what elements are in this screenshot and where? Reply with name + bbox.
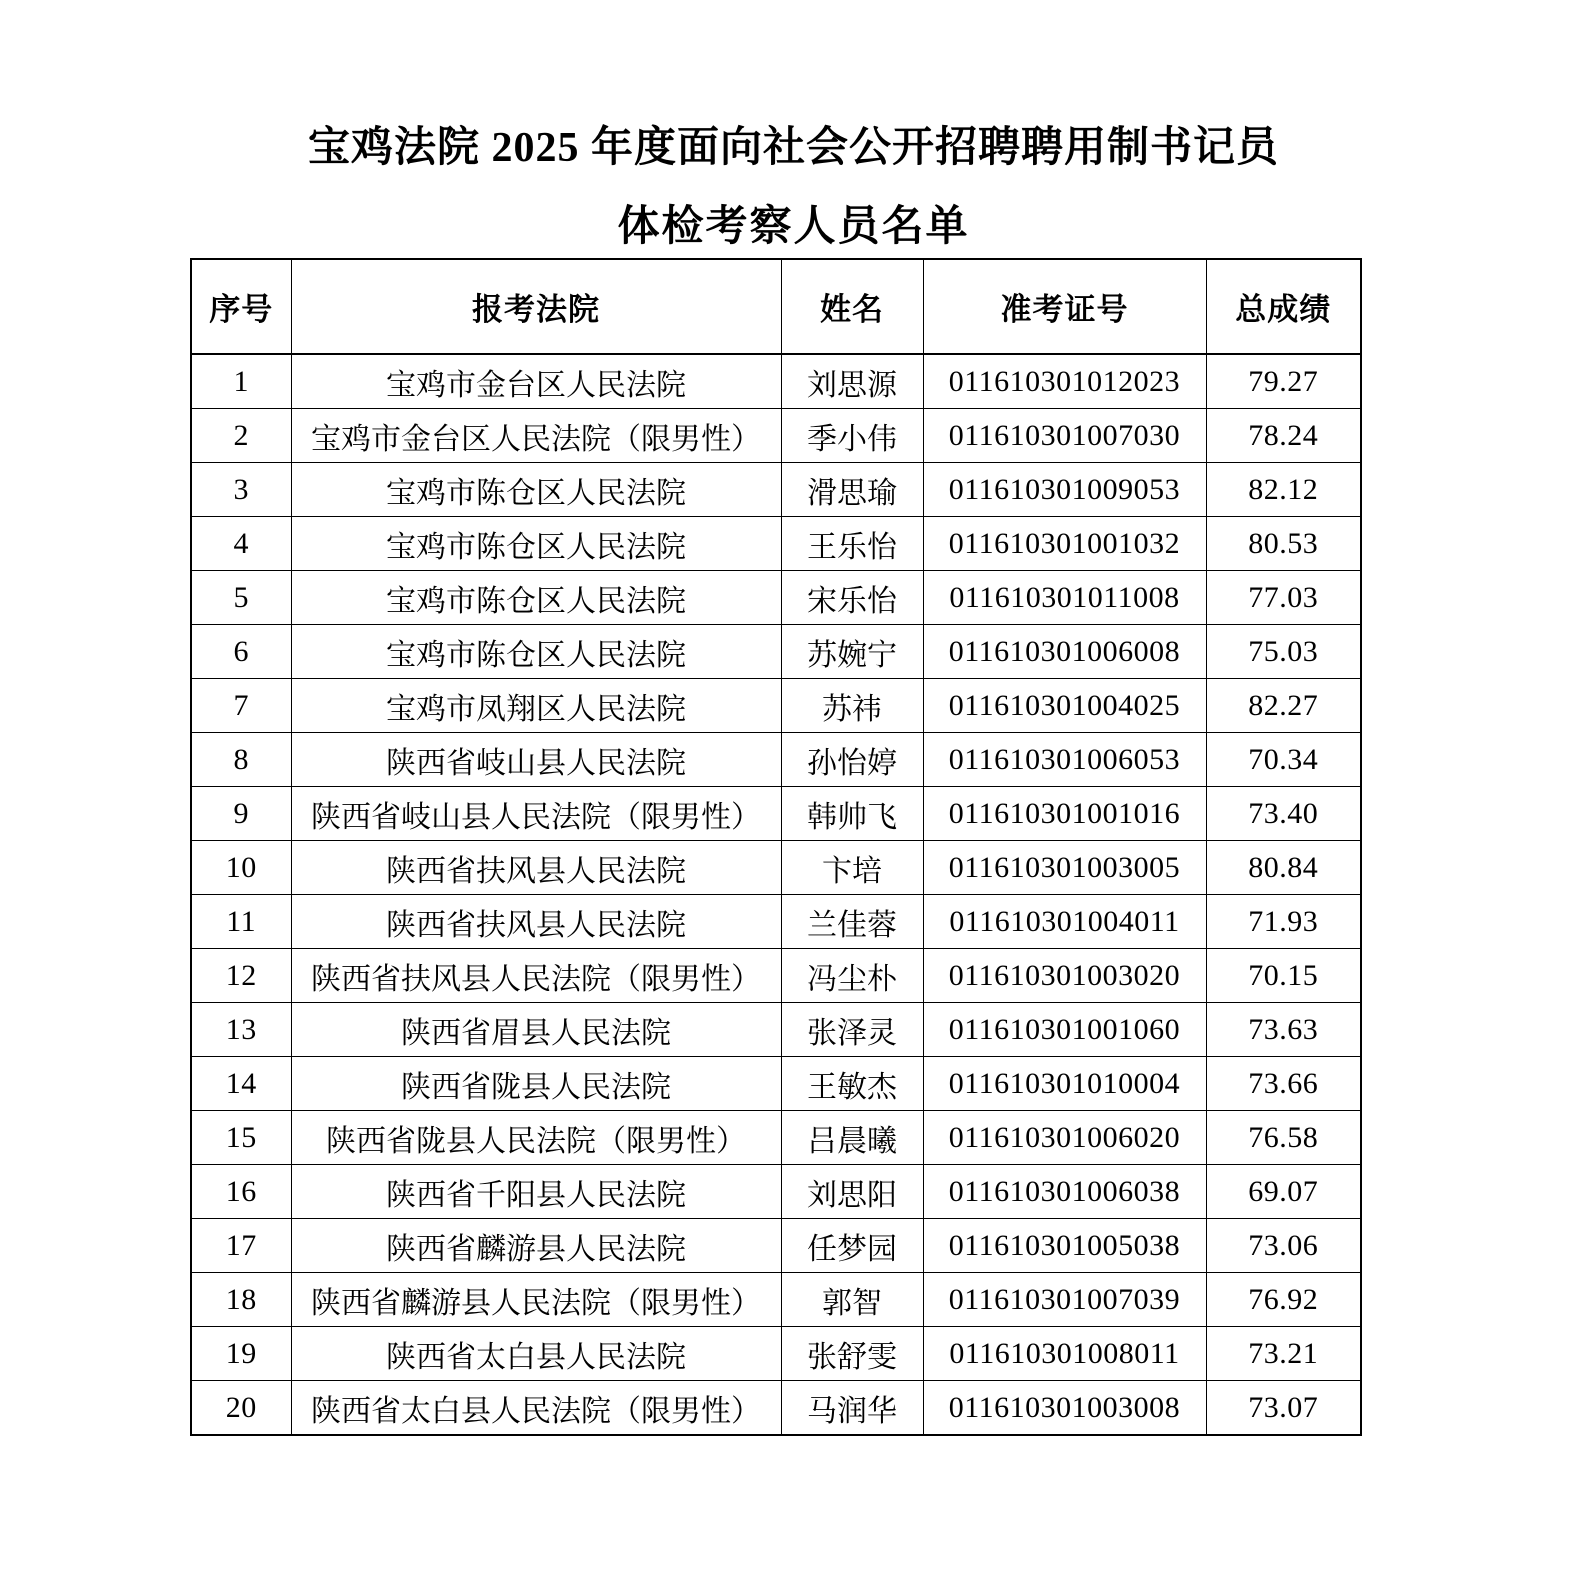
cell-court: 陕西省陇县人民法院 xyxy=(291,1057,781,1111)
cell-ticket: 011610301007030 xyxy=(923,409,1206,463)
page-title-line1: 宝鸡法院 2025 年度面向社会公开招聘聘用制书记员 xyxy=(307,125,1279,171)
table-row xyxy=(191,517,1361,571)
cell-name: 马润华 xyxy=(781,1381,923,1436)
cell-ticket: 011610301011008 xyxy=(923,571,1206,625)
cell-court: 陕西省麟游县人民法院（限男性） xyxy=(291,1273,781,1327)
cell-score: 76.92 xyxy=(1206,1273,1361,1327)
cell-name: 苏祎 xyxy=(781,679,923,733)
table-row xyxy=(191,625,1361,679)
cell-score: 71.93 xyxy=(1206,895,1361,949)
table-row xyxy=(191,949,1361,1003)
table-row xyxy=(191,571,1361,625)
cell-court: 陕西省太白县人民法院（限男性） xyxy=(291,1381,781,1436)
cell-name: 孙怡婷 xyxy=(781,733,923,787)
cell-ticket: 011610301001060 xyxy=(923,1003,1206,1057)
cell-court: 宝鸡市陈仓区人民法院 xyxy=(291,517,781,571)
cell-court: 宝鸡市陈仓区人民法院 xyxy=(291,463,781,517)
cell-name: 王敏杰 xyxy=(781,1057,923,1111)
cell-score: 73.40 xyxy=(1206,787,1361,841)
cell-ticket: 011610301009053 xyxy=(923,463,1206,517)
cell-index: 20 xyxy=(191,1381,291,1436)
cell-court: 陕西省扶风县人民法院（限男性） xyxy=(291,949,781,1003)
cell-index: 18 xyxy=(191,1273,291,1327)
column-header-name: 姓名 xyxy=(781,259,923,354)
cell-name: 郭智 xyxy=(781,1273,923,1327)
column-header-ticket: 准考证号 xyxy=(923,259,1206,354)
cell-score: 77.03 xyxy=(1206,571,1361,625)
cell-name: 吕晨曦 xyxy=(781,1111,923,1165)
cell-index: 11 xyxy=(191,895,291,949)
cell-court: 陕西省眉县人民法院 xyxy=(291,1003,781,1057)
cell-index: 14 xyxy=(191,1057,291,1111)
cell-court: 陕西省岐山县人民法院 xyxy=(291,733,781,787)
column-header-score: 总成绩 xyxy=(1206,259,1361,354)
table-row xyxy=(191,1057,1361,1111)
cell-name: 韩帅飞 xyxy=(781,787,923,841)
cell-index: 19 xyxy=(191,1327,291,1381)
table-row xyxy=(191,841,1361,895)
cell-ticket: 011610301006053 xyxy=(923,733,1206,787)
cell-index: 16 xyxy=(191,1165,291,1219)
cell-index: 17 xyxy=(191,1219,291,1273)
cell-index: 8 xyxy=(191,733,291,787)
cell-score: 75.03 xyxy=(1206,625,1361,679)
cell-court: 陕西省扶风县人民法院 xyxy=(291,841,781,895)
cell-name: 滑思瑜 xyxy=(781,463,923,517)
table-row xyxy=(191,787,1361,841)
cell-name: 兰佳蓉 xyxy=(781,895,923,949)
table-row xyxy=(191,463,1361,517)
cell-score: 82.12 xyxy=(1206,463,1361,517)
cell-score: 80.53 xyxy=(1206,517,1361,571)
cell-index: 13 xyxy=(191,1003,291,1057)
table-row xyxy=(191,1327,1361,1381)
cell-court: 宝鸡市金台区人民法院（限男性） xyxy=(291,409,781,463)
cell-ticket: 011610301006038 xyxy=(923,1165,1206,1219)
cell-name: 王乐怡 xyxy=(781,517,923,571)
table-row xyxy=(191,733,1361,787)
cell-name: 冯尘朴 xyxy=(781,949,923,1003)
cell-index: 3 xyxy=(191,463,291,517)
cell-court: 宝鸡市陈仓区人民法院 xyxy=(291,571,781,625)
table-row xyxy=(191,679,1361,733)
table-header-row xyxy=(191,259,1361,354)
cell-name: 任梦园 xyxy=(781,1219,923,1273)
cell-score: 70.15 xyxy=(1206,949,1361,1003)
cell-ticket: 011610301003005 xyxy=(923,841,1206,895)
cell-index: 15 xyxy=(191,1111,291,1165)
cell-name: 刘思阳 xyxy=(781,1165,923,1219)
cell-index: 7 xyxy=(191,679,291,733)
table-row xyxy=(191,1273,1361,1327)
cell-ticket: 011610301003008 xyxy=(923,1381,1206,1436)
table-row xyxy=(191,1003,1361,1057)
cell-index: 10 xyxy=(191,841,291,895)
cell-score: 80.84 xyxy=(1206,841,1361,895)
table-row xyxy=(191,1381,1361,1436)
cell-name: 张泽灵 xyxy=(781,1003,923,1057)
cell-name: 季小伟 xyxy=(781,409,923,463)
table-body xyxy=(191,354,1361,1435)
cell-score: 78.24 xyxy=(1206,409,1361,463)
candidate-table xyxy=(190,258,1362,1436)
cell-name: 卞培 xyxy=(781,841,923,895)
cell-score: 69.07 xyxy=(1206,1165,1361,1219)
cell-ticket: 011610301012023 xyxy=(923,354,1206,409)
cell-ticket: 011610301006020 xyxy=(923,1111,1206,1165)
cell-ticket: 011610301001032 xyxy=(923,517,1206,571)
table-header xyxy=(191,259,1361,354)
cell-score: 82.27 xyxy=(1206,679,1361,733)
cell-index: 2 xyxy=(191,409,291,463)
cell-court: 陕西省太白县人民法院 xyxy=(291,1327,781,1381)
cell-index: 12 xyxy=(191,949,291,1003)
cell-ticket: 011610301008011 xyxy=(923,1327,1206,1381)
table-row xyxy=(191,1111,1361,1165)
cell-index: 6 xyxy=(191,625,291,679)
cell-score: 70.34 xyxy=(1206,733,1361,787)
cell-name: 刘思源 xyxy=(781,354,923,409)
table-row xyxy=(191,1219,1361,1273)
cell-ticket: 011610301005038 xyxy=(923,1219,1206,1273)
cell-index: 1 xyxy=(191,354,291,409)
cell-ticket: 011610301004025 xyxy=(923,679,1206,733)
cell-court: 陕西省陇县人民法院（限男性） xyxy=(291,1111,781,1165)
table-row xyxy=(191,409,1361,463)
cell-name: 苏婉宁 xyxy=(781,625,923,679)
cell-name: 张舒雯 xyxy=(781,1327,923,1381)
cell-score: 73.06 xyxy=(1206,1219,1361,1273)
table-row xyxy=(191,895,1361,949)
cell-name: 宋乐怡 xyxy=(781,571,923,625)
cell-court: 陕西省麟游县人民法院 xyxy=(291,1219,781,1273)
table-row xyxy=(191,1165,1361,1219)
cell-index: 9 xyxy=(191,787,291,841)
page-title-line2: 体检考察人员名单 xyxy=(617,204,970,250)
cell-ticket: 011610301001016 xyxy=(923,787,1206,841)
cell-score: 79.27 xyxy=(1206,354,1361,409)
table-row xyxy=(191,354,1361,409)
cell-court: 宝鸡市陈仓区人民法院 xyxy=(291,625,781,679)
cell-ticket: 011610301003020 xyxy=(923,949,1206,1003)
cell-ticket: 011610301004011 xyxy=(923,895,1206,949)
cell-index: 5 xyxy=(191,571,291,625)
cell-score: 73.66 xyxy=(1206,1057,1361,1111)
cell-court: 陕西省扶风县人民法院 xyxy=(291,895,781,949)
cell-ticket: 011610301010004 xyxy=(923,1057,1206,1111)
cell-index: 4 xyxy=(191,517,291,571)
cell-court: 陕西省岐山县人民法院（限男性） xyxy=(291,787,781,841)
cell-ticket: 011610301007039 xyxy=(923,1273,1206,1327)
cell-score: 73.63 xyxy=(1206,1003,1361,1057)
cell-ticket: 011610301006008 xyxy=(923,625,1206,679)
cell-court: 宝鸡市金台区人民法院 xyxy=(291,354,781,409)
column-header-court: 报考法院 xyxy=(291,259,781,354)
cell-court: 陕西省千阳县人民法院 xyxy=(291,1165,781,1219)
cell-score: 73.07 xyxy=(1206,1381,1361,1436)
column-header-index: 序号 xyxy=(191,259,291,354)
cell-score: 73.21 xyxy=(1206,1327,1361,1381)
cell-court: 宝鸡市凤翔区人民法院 xyxy=(291,679,781,733)
cell-score: 76.58 xyxy=(1206,1111,1361,1165)
